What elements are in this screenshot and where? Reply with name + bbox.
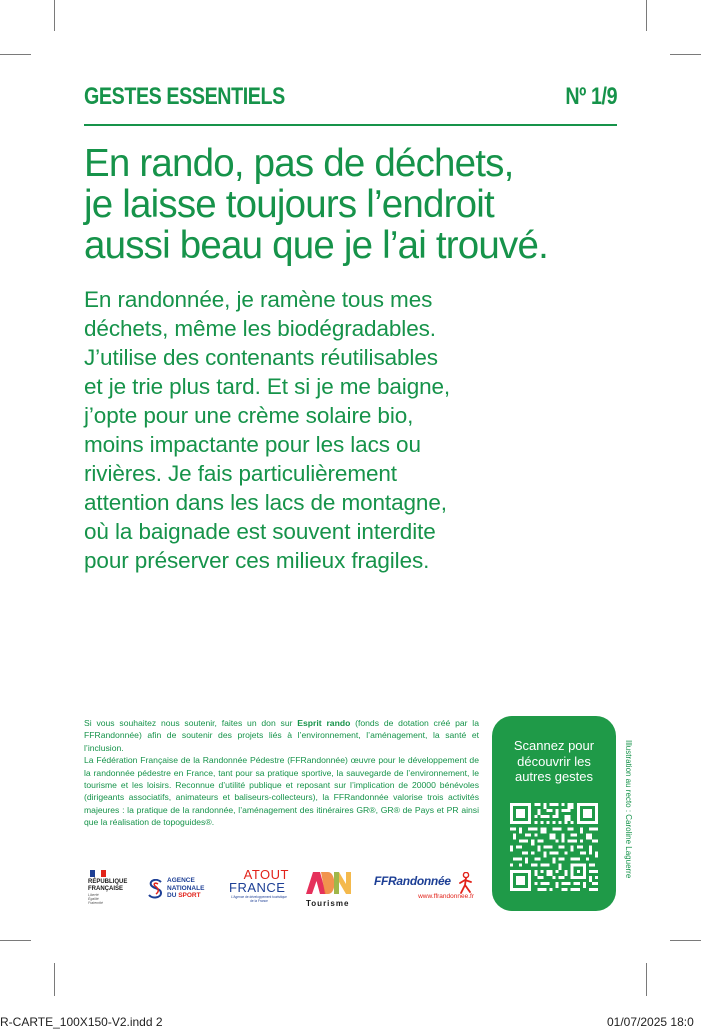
- marianne-flag-icon: [90, 870, 106, 877]
- crop-mark-top-left-vertical: [54, 0, 55, 31]
- headline: [84, 143, 644, 266]
- info-text: [84, 717, 479, 829]
- headline-line: je laisse toujours l’endroit: [84, 183, 494, 226]
- partner-logos: [86, 866, 486, 910]
- category-label: GESTES ESSENTIELS: [84, 83, 285, 110]
- crop-mark-bottom-left-vertical: [54, 963, 55, 996]
- body-line: attention dans les lacs de montagne,: [84, 490, 447, 515]
- donation-paragraph: Si vous souhaitez nous soutenir, faites un don sur Esprit rando (fonds de dotation créé par la FFRandonnée) afin de soutenir des projets liés à l’environnement, l’aménagement, la santé et l’inclusion.: [84, 718, 479, 753]
- crop-mark-top-right-horizontal: [670, 54, 701, 55]
- print-slug-file: R-CARTE_100X150-V2.indd 2: [0, 1015, 163, 1029]
- body-line: J’utilise des contenants réutilisables: [84, 345, 438, 370]
- illustration-credit: Illustration au recto : Caroline Laguerre: [624, 740, 633, 879]
- body-line: où la baignade est souvent interdite: [84, 519, 436, 544]
- print-slug-date: 01/07/2025 18:0: [607, 1015, 694, 1029]
- ans-s-icon: [148, 879, 164, 899]
- body-line: pour préserver ces milieux fragiles.: [84, 548, 430, 573]
- card-number: Nº 1/9: [565, 83, 617, 110]
- logo-ffrandonnee: FFRandonnée www.ffrandonnee.fr: [374, 874, 474, 900]
- body-line: j’opte pour une crème solaire bio,: [84, 403, 414, 428]
- adn-letters-icon: [306, 872, 352, 894]
- body-line: déchets, même les biodégradables.: [84, 316, 436, 341]
- body-line: et je trie plus tard. Et si je me baigne,: [84, 374, 451, 399]
- body-paragraph: [84, 285, 554, 575]
- qr-caption: Scannez pour découvrir les autres gestes: [513, 738, 595, 784]
- crop-mark-top-right-vertical: [646, 0, 647, 31]
- logo-adn-tourisme: Tourisme: [306, 872, 356, 908]
- body-line: moins impactante pour les lacs ou: [84, 432, 421, 457]
- crop-mark-bottom-right-horizontal: [670, 940, 701, 941]
- body-line: rivières. Je fais particulièrement: [84, 461, 397, 486]
- esprit-rando-link[interactable]: Esprit rando: [297, 718, 351, 728]
- card-header: [84, 83, 617, 113]
- federation-paragraph: La Fédération Française de la Randonnée Pédestre (FFRandonnée) œuvre pour le développement de la randonnée pédestre en France, tant pour sa pratique sportive, la sauvegarde de l’environnement, le tourisme et les loisirs. Reconnue d’utilité publique et reposant sur l’implication de 20000 bénévoles (dirigeants associatifs, animateurs et baliseurs-collecteurs), la FFRandonnée valorise trois activités majeures : la pratique de la randonnée, l’aménagement des itinéraires GR®, GR® de Pays et PR ainsi que la réalisation de topoguides®.: [84, 755, 479, 828]
- logo-atout-france: ATOUT FRANCE L’Agence de développement touristique de la France: [229, 867, 289, 903]
- crop-mark-top-left-horizontal: [0, 54, 31, 55]
- logo-republique-francaise: RÉPUBLIQUE FRANÇAISE Liberté Égalité Fraternité: [88, 870, 134, 905]
- header-divider: [84, 124, 617, 126]
- headline-line: aussi beau que je l’ai trouvé.: [84, 224, 548, 267]
- logo-agence-nationale-sport: AGENCE NATIONALE DU SPORT: [148, 877, 218, 901]
- qr-card: [492, 716, 616, 911]
- qr-code-icon[interactable]: [510, 803, 598, 891]
- hiker-icon: [458, 872, 474, 894]
- crop-mark-bottom-left-horizontal: [0, 940, 31, 941]
- crop-mark-bottom-right-vertical: [646, 963, 647, 996]
- body-line: En randonnée, je ramène tous mes: [84, 287, 433, 312]
- headline-line: En rando, pas de déchets,: [84, 142, 514, 185]
